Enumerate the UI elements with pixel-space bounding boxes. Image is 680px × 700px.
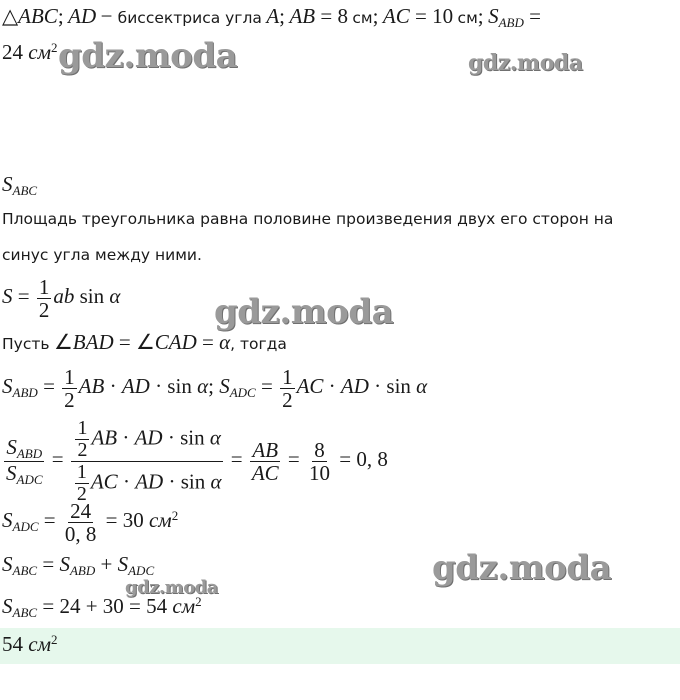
s-abc-result: $S_{ABC} = 24 + 30 = 54$ $см^2$ [2,594,202,621]
s-adc-formula: $S_{ADC}$ = $\frac{24}{0, 8}$ = 30 $см^2$ [2,499,179,547]
watermark-logo: gdz.moda [214,292,394,332]
watermark-logo: gdz.moda [432,548,612,588]
given-line-2 [2,40,58,65]
find-S-ABC: $S_{ABC}$ [2,172,38,199]
angle-A: A [266,4,280,28]
area-rule-text-2: синус угла между ними. [2,246,202,264]
given-S-ABD-value: 24 $см^2$ [2,40,58,65]
watermark-logo: gdz.moda [468,50,583,76]
area-formula: S = $\frac{1}{2}$ ab sin α [2,275,121,323]
ratio-formula: $\frac{S_{ABD}}{S_{ADC}}$ = $\frac{1}{2}$ AB · AD · sin α $\frac{1}{2}$ AC · AD · sin α = $\frac{AB}{AC}$ = $\frac{8}{10}$ = 0, 8 [6,417,388,505]
angle-equality: ∠BAD = ∠CAD = α [53,330,231,354]
given-AD: AD [68,4,97,28]
given-S-ABD: $S_{ABD}$ = [488,4,541,31]
answer-value: 54 $см^2$ [2,632,58,657]
given-line: △ABC; AD − биссектриса угла A; AB = 8 см; AC = 10 см; $S_{ABD}$ = [2,4,541,31]
given-AC: AC = 10 [382,4,454,28]
bisector-text: биссектриса угла [117,9,262,27]
then-text: , тогда [230,335,287,353]
unit-cm-1: см [352,9,373,27]
unit-cm-2: см [457,9,478,27]
area-rule-text-1: Площадь треугольника равна половине произведения двух его сторон на [2,210,614,228]
answer-box [0,628,680,664]
let-line [2,330,287,355]
s-abc-sum: $S_{ABC} = S_{ABD} + S_{ADC}$ [2,552,155,579]
find-line [2,172,37,199]
let-text: Пусть [2,335,50,353]
triangle-symbol: △ABC; [2,4,64,28]
areas-formula: $S_{ABD}$ = $\frac{1}{2}$ AB · AD · sin α; $S_{ADC}$ = $\frac{1}{2}$ AC · AD · sin α [2,365,428,413]
minus-sign: − [100,4,118,28]
watermark-logo: gdz.moda [125,577,218,598]
watermark-logo: gdz.moda [58,36,238,76]
given-AB: AB = 8 [289,4,348,28]
